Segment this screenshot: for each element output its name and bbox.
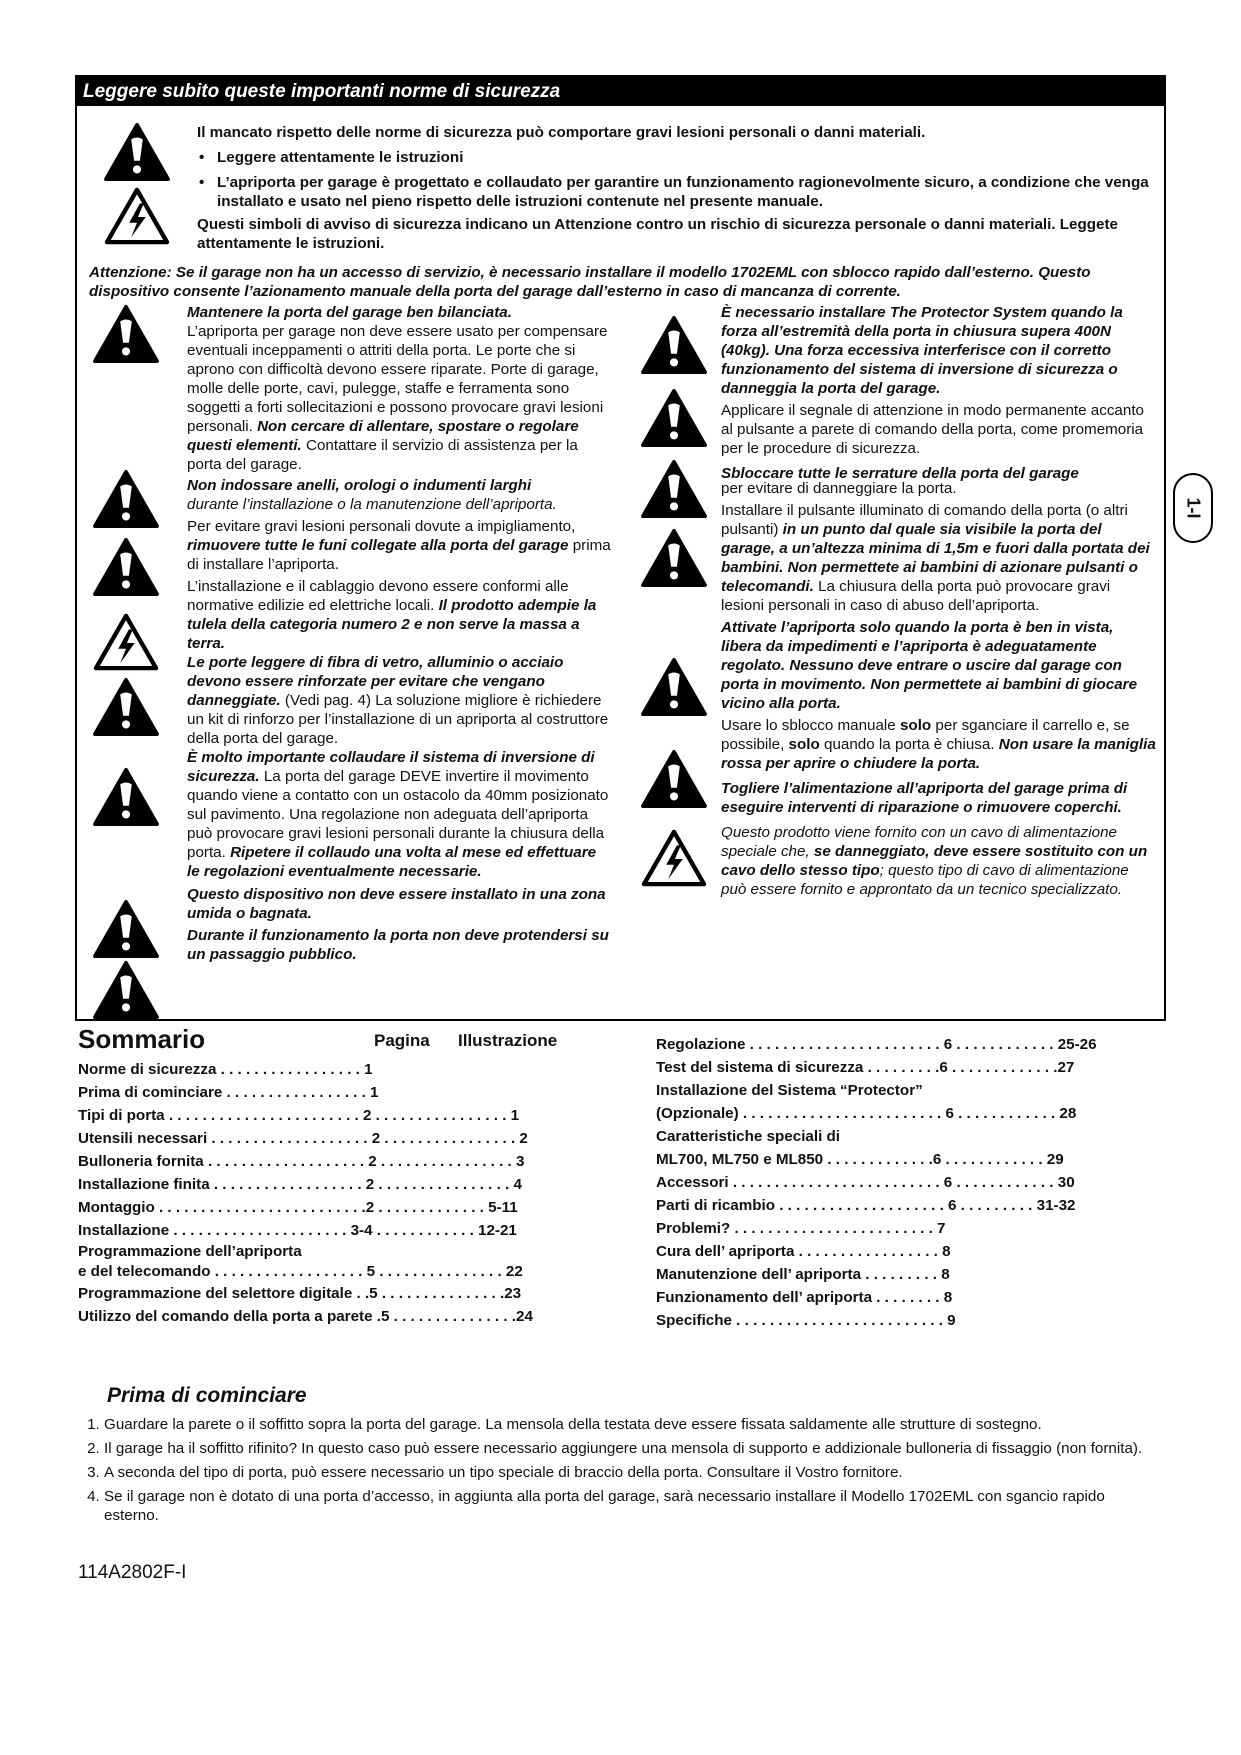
toc-entry[interactable]: Accessori . . . . . . . . . . . . . . . . . . . . . . . . . 6 . . . . . . . . . . . . 30 xyxy=(656,1174,1075,1191)
table-of-contents-left xyxy=(78,1024,598,1328)
step-item: 1. Guardare la parete o il soffitto sopra la porta del garage. La mensola della testata deve essere fissata saldamente alle strutture di sostegno. xyxy=(104,1415,1158,1434)
rule-public-passage: Durante il funzionamento la porta non deve protendersi su un passaggio pubblico. xyxy=(187,927,609,963)
toc-column-illustration: Illustrazione xyxy=(458,1031,558,1050)
warning-exclamation-icon xyxy=(92,767,160,827)
warning-exclamation-icon xyxy=(640,657,708,717)
step-item: 2. Il garage ha il soffitto rifinito? In questo caso può essere necessario aggiungere una mensola di supporto e addizionale bulloneria di fissaggio (non fornita). xyxy=(104,1439,1158,1458)
toc-entry[interactable]: Bulloneria fornita . . . . . . . . . . . . . . . . . . . 2 . . . . . . . . . . . . . . . . 3 xyxy=(78,1153,525,1170)
toc-entry[interactable]: Programmazione del selettore digitale . .5 . . . . . . . . . . . . . . .23 xyxy=(78,1285,522,1302)
toc-entry[interactable]: Prima di cominciare . . . . . . . . . . . . . . . . . 1 xyxy=(78,1084,379,1101)
warning-exclamation-icon xyxy=(640,459,708,519)
toc-entry[interactable]: Manutenzione dell’ apriporta . . . . . . . . . 8 xyxy=(656,1266,950,1283)
toc-entry[interactable]: Installazione finita . . . . . . . . . . . . . . . . . . 2 . . . . . . . . . . . . . . . . 4 xyxy=(78,1176,522,1193)
toc-entry[interactable]: Installazione del Sistema “Protector” xyxy=(656,1082,923,1099)
toc-entry[interactable]: Installazione . . . . . . . . . . . . . . . . . . . . . 3-4 . . . . . . . . . . . . 12-21 xyxy=(78,1222,517,1239)
page-tab: 1-I xyxy=(1173,473,1213,543)
rule-push-button: Installare il pulsante illuminato di comando della porta (o altri pulsanti) in un punto dal quale sia visibile la porta del garage, a un’altezza minima di 1,5m e fuori dalla portata dei bambini. Non permettete ai bambini di azionare pulsanti o telecomandi. La chiusura della porta può provocare gravi lesioni personali in caso di abuso dell’apriporta. xyxy=(721,502,1150,614)
toc-entry[interactable]: Problemi? . . . . . . . . . . . . . . . . . . . . . . . . 7 xyxy=(656,1220,946,1237)
electric-shock-warning-icon xyxy=(92,612,160,672)
before-starting-title: Prima di cominciare xyxy=(107,1384,307,1407)
warning-exclamation-icon xyxy=(640,528,708,588)
toc-entry[interactable]: Utilizzo del comando della porta a parete .5 . . . . . . . . . . . . . . .24 xyxy=(78,1308,533,1325)
rule-light-doors: Le porte leggere di fibra di vetro, alluminio o acciaio devono essere rinforzate per evitare che vengano danneggiate. (Vedi pag. 4) La soluzione migliore è richiedere un kit di rinforzo per l’installazione di un apriporta al costruttore della porta del garage. xyxy=(187,654,609,747)
electric-shock-warning-icon xyxy=(103,186,171,246)
right-safety-column xyxy=(721,303,1156,899)
toc-entry[interactable]: Utensili necessari . . . . . . . . . . . . . . . . . . . 2 . . . . . . . . . . . . . . . . 2 xyxy=(78,1130,528,1147)
toc-title: Sommario xyxy=(78,1024,206,1054)
electric-shock-warning-icon xyxy=(640,828,708,888)
toc-entry[interactable]: Cura dell’ apriporta . . . . . . . . . . . . . . . . . 8 xyxy=(656,1243,951,1260)
toc-entry[interactable]: Specifiche . . . . . . . . . . . . . . . . . . . . . . . . . 9 xyxy=(656,1312,956,1329)
safety-rules-box xyxy=(75,75,1166,1021)
warning-exclamation-icon xyxy=(92,960,160,1020)
toc-entry[interactable]: Montaggio . . . . . . . . . . . . . . . . . . . . . . . . .2 . . . . . . . . . . . . . 5-11 xyxy=(78,1199,518,1216)
toc-entry[interactable]: Regolazione . . . . . . . . . . . . . . . . . . . . . . . 6 . . . . . . . . . . . . 25-26 xyxy=(656,1036,1097,1053)
warning-exclamation-icon xyxy=(640,388,708,448)
toc-entry[interactable]: Tipi di porta . . . . . . . . . . . . . . . . . . . . . . . 2 . . . . . . . . . . . . . . . . 1 xyxy=(78,1107,520,1124)
toc-entry[interactable]: ML700, ML750 e ML850 . . . . . . . . . . . . .6 . . . . . . . . . . . . 29 xyxy=(656,1151,1064,1168)
table-of-contents-right xyxy=(656,1033,1176,1332)
toc-entry[interactable]: Programmazione dell’apriporta xyxy=(78,1243,302,1260)
safety-bullet-design: • L’apriporta per garage è progettato e collaudato per garantire un funzionamento ragionevolmente sicuro, a condizione che venga installato e usato nel pieno rispetto delle istruzioni contenute nel presente manuale. xyxy=(217,173,1157,211)
rule-wiring: L’installazione e il cablaggio devono essere conformi alle normative edilizie ed elettriche locali. Il prodotto adempie la tulela della categoria numero 2 e non serve la massa a terra. xyxy=(187,578,597,652)
toc-entry[interactable]: Test del sistema di sicurezza . . . . . . . . .6 . . . . . . . . . . . . .27 xyxy=(656,1059,1075,1076)
rule-unlock: Sbloccare tutte le serrature della porta del garage per evitare di danneggiare la porta. xyxy=(721,465,1079,497)
warning-exclamation-icon xyxy=(92,899,160,959)
warning-exclamation-icon xyxy=(92,469,160,529)
warning-exclamation-icon xyxy=(92,537,160,597)
toc-entry[interactable]: (Opzionale) . . . . . . . . . . . . . . . . . . . . . . . . 6 . . . . . . . . . . . . 28 xyxy=(656,1105,1077,1122)
rule-jewelry: Non indossare anelli, orologi o indumenti larghi durante l’installazione o la manutenzione dell’apriporta. xyxy=(187,477,557,513)
document-id: 114A2802F-I xyxy=(78,1562,187,1583)
toc-entry[interactable]: Caratteristiche speciali di xyxy=(656,1128,841,1145)
rule-reversal-test: È molto importante collaudare il sistema di inversione di sicurezza. La porta del garage DEVE invertire il movimento quando viene a contatto con un ostacolo da 40mm posizionato sul pavimento. Una regolazione non adeguata dell’apriporta può provocare gravi lesioni personali durante la chiusura della porta. Ripetere il collaudo una volta al mese ed effettuare le regolazioni eventualmente necessarie. xyxy=(187,749,609,880)
toc-entry[interactable]: e del telecomando . . . . . . . . . . . . . . . . . . 5 . . . . . . . . . . . . . . . 22 xyxy=(78,1263,523,1280)
rule-manual-release: Usare lo sblocco manuale solo per sganciare il carrello e, se possibile, solo quando la porta è chiusa. Non usare la maniglia rossa per aprire o chiudere la porta. xyxy=(721,717,1156,772)
warning-exclamation-icon xyxy=(640,315,708,375)
warning-exclamation-icon xyxy=(92,677,160,737)
safety-symbols-note: Questi simboli di avviso di sicurezza indicano un Attenzione contro un rischio di sicurezza personale o danni materiali. Leggete attentamente le istruzioni. xyxy=(197,216,1119,252)
before-starting-steps xyxy=(78,1415,1158,1530)
attention-note: Attenzione: Se il garage non ha un accesso di servizio, è necessario installare il modello 1702EML con sblocco rapido dall’esterno. Questo dispositivo consente l’azionamento manuale della porta del garage dall’esterno in caso di mancanza di corrente. xyxy=(89,264,1091,300)
rule-balance: Mantenere la porta del garage ben bilanciata. L’apriporta per garage non deve essere usato per compensare eventuali inceppamenti o attriti della porta. Le porte che si aprono con difficoltà devono essere riparate. Porte di garage, molle delle porte, cavi, pulegge, staffe e ferramenta sono soggetti a forti sollecitazioni e possono provocare gravi lesioni personali. Non cercare di allentare, spostare o regolare questi elementi. Contattare il servizio di assistenza per la porta del garage. xyxy=(187,304,608,473)
safety-banner: Leggere subito queste importanti norme di sicurezza xyxy=(77,77,1164,106)
toc-column-page: Pagina xyxy=(374,1031,430,1050)
rule-ropes: Per evitare gravi lesioni personali dovute a impigliamento, rimuovere tutte le funi collegate alla porta del garage prima di installare l’apriporta. xyxy=(187,518,611,573)
rule-protector-system: È necessario installare The Protector System quando la forza all’estremità della porta in chiusura supera 400N (40kg). Una forza eccessiva interferisce con il corretto funzionamento del sistema di inversione di sicurezza o danneggia la porta del garage. xyxy=(721,304,1123,397)
step-item: 4. Se il garage non è dotato di una porta d’accesso, in aggiunta alla porta del garage, sarà necessario installare il Modello 1702EML con sgancio rapido esterno. xyxy=(104,1487,1158,1525)
rule-disconnect-power: Togliere l’alimentazione all’apriporta del garage prima di eseguire interventi di riparazione o rimuovere coperchi. xyxy=(721,780,1128,816)
rule-wet-area: Questo dispositivo non deve essere installato in una zona umida o bagnata. xyxy=(187,886,606,922)
step-item: 3. A seconda del tipo di porta, può essere necessario un tipo speciale di braccio della porta. Consultare il Vostro fornitore. xyxy=(104,1463,1158,1482)
left-safety-column xyxy=(187,303,612,964)
rule-power-cord: Questo prodotto viene fornito con un cavo di alimentazione speciale che, se danneggiato, deve essere sostituito con un cavo dello stesso tipo; questo tipo di cavo di alimentazione può essere fornito e approntato da un tecnico specializzato. xyxy=(721,824,1148,898)
rule-activate: Attivate l’apriporta solo quando la porta è ben in vista, libera da impedimenti e l’apriporta è adeguatamente regolato. Nessuno deve entrare o uscire dal garage con porta in movimento. Non permettete ai bambini di giocare vicino alla porta. xyxy=(721,619,1138,712)
safety-bullet-read: • Leggere attentamente le istruzioni xyxy=(217,148,1157,167)
rule-warning-sign: Applicare il segnale di attenzione in modo permanente accanto al pulsante a parete di comando della porta, come promemoria per le procedure di sicurezza. xyxy=(721,402,1144,457)
toc-entry[interactable]: Norme di sicurezza . . . . . . . . . . . . . . . . . 1 xyxy=(78,1061,373,1078)
toc-entry[interactable]: Funzionamento dell’ apriporta . . . . . . . . 8 xyxy=(656,1289,953,1306)
safety-intro: Il mancato rispetto delle norme di sicurezza può comportare gravi lesioni personali o danni materiali. • Leggere attentamente le istruzioni • L’apriporta per garage è progettato e collaudato per garantire un funzionamento ragionevolmente sicuro, a condizione che venga installato e usato nel pieno rispetto delle istruzioni contenute nel presente manuale. Questi simboli di avviso di sicurezza indicano un Attenzione contro un rischio di sicurezza personale o danni materiali. Leggete attentamente le istruzioni. xyxy=(197,123,1157,253)
toc-entry[interactable]: Parti di ricambio . . . . . . . . . . . . . . . . . . . . 6 . . . . . . . . . 31-32 xyxy=(656,1197,1076,1214)
warning-exclamation-icon xyxy=(640,749,708,809)
warning-exclamation-icon xyxy=(103,122,171,182)
warning-exclamation-icon xyxy=(92,304,160,364)
